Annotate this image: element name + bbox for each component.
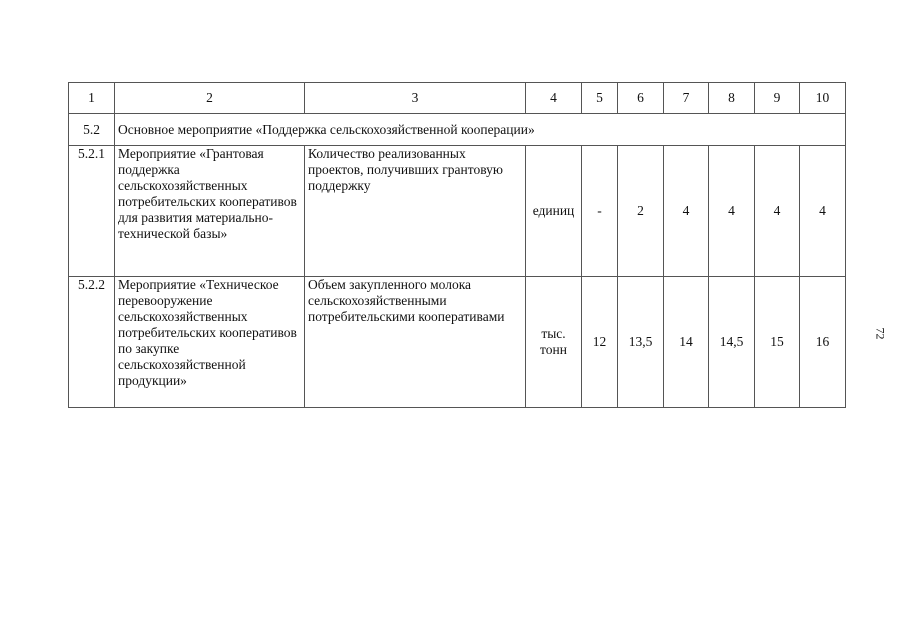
row-value: 4 bbox=[709, 146, 755, 277]
row-unit: тыс. тонн bbox=[526, 277, 582, 408]
section-title: Основное мероприятие «Поддержка сельскохозяйственной кооперации» bbox=[115, 114, 846, 146]
row-value: 12 bbox=[582, 277, 618, 408]
row-code: 5.2.2 bbox=[69, 277, 115, 408]
row-value: 14 bbox=[664, 277, 709, 408]
row-value: 13,5 bbox=[618, 277, 664, 408]
row-measure: Мероприятие «Грантовая поддержка сельскохозяйственных потребительских кооперативов для развития материально-технической базы» bbox=[115, 146, 305, 277]
row-value: 14,5 bbox=[709, 277, 755, 408]
row-measure: Мероприятие «Техническое перевооружение сельскохозяйственных потребительских кооперативов по закупке сельскохозяйственной продукции» bbox=[115, 277, 305, 408]
header-cell: 6 bbox=[618, 83, 664, 114]
header-cell: 3 bbox=[305, 83, 526, 114]
header-cell: 5 bbox=[582, 83, 618, 114]
header-cell: 8 bbox=[709, 83, 755, 114]
header-cell: 2 bbox=[115, 83, 305, 114]
row-value: 16 bbox=[800, 277, 846, 408]
row-value: 15 bbox=[755, 277, 800, 408]
header-cell: 1 bbox=[69, 83, 115, 114]
row-value: 4 bbox=[755, 146, 800, 277]
row-unit: единиц bbox=[526, 146, 582, 277]
section-row bbox=[69, 114, 846, 146]
row-code: 5.2.1 bbox=[69, 146, 115, 277]
row-value: 2 bbox=[618, 146, 664, 277]
section-code: 5.2 bbox=[69, 114, 115, 146]
table-header-row bbox=[69, 83, 846, 114]
table-row bbox=[69, 146, 846, 277]
header-cell: 7 bbox=[664, 83, 709, 114]
row-value: 4 bbox=[800, 146, 846, 277]
row-value: 4 bbox=[664, 146, 709, 277]
page-number: 72 bbox=[873, 327, 888, 340]
table-row bbox=[69, 277, 846, 408]
header-cell: 9 bbox=[755, 83, 800, 114]
header-cell: 10 bbox=[800, 83, 846, 114]
indicators-table bbox=[68, 82, 846, 408]
row-indicator: Количество реализованных проектов, получивших грантовую поддержку bbox=[305, 146, 526, 277]
header-cell: 4 bbox=[526, 83, 582, 114]
row-value: - bbox=[582, 146, 618, 277]
row-indicator: Объем закупленного молока сельскохозяйственными потребительскими кооперативами bbox=[305, 277, 526, 408]
